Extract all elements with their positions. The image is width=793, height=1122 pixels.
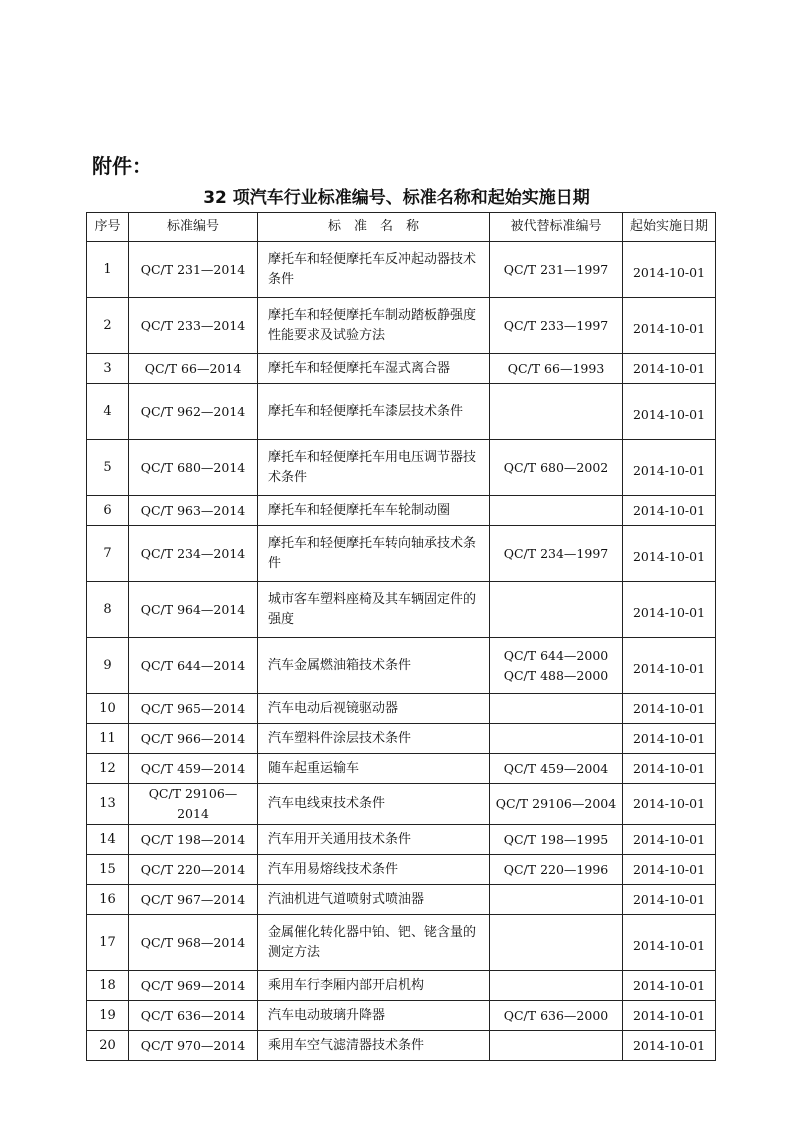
table-body [87, 242, 716, 1061]
row-seq: 9 [87, 638, 129, 694]
row-start-date: 2014-10-01 [623, 724, 716, 754]
table-row [87, 885, 716, 915]
row-standard-name: 摩托车和轻便摩托车制动踏板静强度性能要求及试验方法 [258, 298, 490, 354]
row-seq: 13 [87, 784, 129, 825]
table-row [87, 971, 716, 1001]
row-standard-code: QC/T 963—2014 [129, 496, 258, 526]
row-standard-name: 乘用车行李厢内部开启机构 [258, 971, 490, 1001]
row-seq: 20 [87, 1031, 129, 1061]
row-standard-code: QC/T 29106—2014 [129, 784, 258, 825]
row-standard-code: QC/T 644—2014 [129, 638, 258, 694]
table-row [87, 496, 716, 526]
row-replaced-codes [490, 825, 623, 855]
row-seq: 6 [87, 496, 129, 526]
replaced-code: QC/T 488—2000 [503, 667, 609, 683]
row-seq: 7 [87, 526, 129, 582]
row-start-date: 2014-10-01 [623, 1001, 716, 1031]
row-replaced-codes [490, 754, 623, 784]
row-seq: 15 [87, 855, 129, 885]
row-standard-name: 摩托车和轻便摩托车湿式离合器 [258, 354, 490, 384]
row-start-date: 2014-10-01 [623, 440, 716, 496]
row-start-date: 2014-10-01 [623, 825, 716, 855]
header-code: 标准编号 [129, 213, 258, 242]
attachment-heading: 附件： [92, 154, 152, 178]
replaced-code: QC/T 220—1996 [503, 861, 609, 877]
table-row [87, 354, 716, 384]
row-seq: 4 [87, 384, 129, 440]
row-standard-code: QC/T 636—2014 [129, 1001, 258, 1031]
row-start-date: 2014-10-01 [623, 885, 716, 915]
table-row [87, 784, 716, 825]
row-replaced-codes [490, 1031, 623, 1061]
row-start-date: 2014-10-01 [623, 298, 716, 354]
row-standard-name: 汽车电线束技术条件 [258, 784, 490, 825]
row-standard-code: QC/T 234—2014 [129, 526, 258, 582]
row-start-date: 2014-10-01 [623, 784, 716, 825]
table-row [87, 1001, 716, 1031]
table-row [87, 582, 716, 638]
row-replaced-codes [490, 971, 623, 1001]
row-replaced-codes [490, 784, 623, 825]
row-start-date: 2014-10-01 [623, 971, 716, 1001]
row-replaced-codes [490, 855, 623, 885]
row-seq: 8 [87, 582, 129, 638]
row-start-date: 2014-10-01 [623, 855, 716, 885]
row-replaced-codes [490, 298, 623, 354]
row-replaced-codes [490, 582, 623, 638]
row-start-date: 2014-10-01 [623, 384, 716, 440]
replaced-code: QC/T 233—1997 [503, 317, 609, 333]
table-row [87, 825, 716, 855]
row-start-date: 2014-10-01 [623, 915, 716, 971]
table-header-row [87, 213, 716, 242]
row-start-date: 2014-10-01 [623, 526, 716, 582]
table-row [87, 915, 716, 971]
row-seq: 3 [87, 354, 129, 384]
row-seq: 11 [87, 724, 129, 754]
row-seq: 18 [87, 971, 129, 1001]
row-start-date: 2014-10-01 [623, 1031, 716, 1061]
row-seq: 1 [87, 242, 129, 298]
header-date: 起始实施日期 [623, 213, 716, 242]
row-standard-name: 汽油机进气道喷射式喷油器 [258, 885, 490, 915]
row-standard-code: QC/T 969—2014 [129, 971, 258, 1001]
row-standard-name: 汽车电动玻璃升降器 [258, 1001, 490, 1031]
row-start-date: 2014-10-01 [623, 354, 716, 384]
row-seq: 16 [87, 885, 129, 915]
replaced-code: QC/T 636—2000 [503, 1007, 609, 1023]
row-standard-name: 摩托车和轻便摩托车漆层技术条件 [258, 384, 490, 440]
row-replaced-codes [490, 354, 623, 384]
replaced-code: QC/T 231—1997 [503, 261, 609, 277]
row-seq: 2 [87, 298, 129, 354]
row-start-date: 2014-10-01 [623, 496, 716, 526]
row-start-date: 2014-10-01 [623, 694, 716, 724]
row-standard-code: QC/T 967—2014 [129, 885, 258, 915]
row-standard-name: 汽车金属燃油箱技术条件 [258, 638, 490, 694]
row-replaced-codes [490, 724, 623, 754]
row-standard-name: 摩托车和轻便摩托车转向轴承技术条件 [258, 526, 490, 582]
header-seq: 序号 [87, 213, 129, 242]
row-standard-code: QC/T 66—2014 [129, 354, 258, 384]
standards-table [86, 212, 716, 1061]
row-standard-name: 汽车塑料件涂层技术条件 [258, 724, 490, 754]
row-standard-code: QC/T 968—2014 [129, 915, 258, 971]
row-seq: 5 [87, 440, 129, 496]
row-replaced-codes [490, 526, 623, 582]
row-seq: 17 [87, 915, 129, 971]
table-row [87, 440, 716, 496]
row-standard-code: QC/T 680—2014 [129, 440, 258, 496]
table-row [87, 1031, 716, 1061]
row-replaced-codes [490, 496, 623, 526]
row-seq: 14 [87, 825, 129, 855]
row-start-date: 2014-10-01 [623, 638, 716, 694]
row-standard-code: QC/T 220—2014 [129, 855, 258, 885]
row-standard-code: QC/T 965—2014 [129, 694, 258, 724]
replaced-code: QC/T 234—1997 [503, 545, 609, 561]
row-standard-code: QC/T 964—2014 [129, 582, 258, 638]
row-replaced-codes [490, 694, 623, 724]
row-seq: 19 [87, 1001, 129, 1031]
header-replaced: 被代替标准编号 [490, 213, 623, 242]
row-seq: 10 [87, 694, 129, 724]
replaced-code: QC/T 198—1995 [503, 831, 609, 847]
table-row [87, 242, 716, 298]
row-replaced-codes [490, 638, 623, 694]
row-standard-name: 摩托车和轻便摩托车反冲起动器技术条件 [258, 242, 490, 298]
table-row [87, 384, 716, 440]
row-start-date: 2014-10-01 [623, 582, 716, 638]
row-standard-code: QC/T 233—2014 [129, 298, 258, 354]
table-row [87, 298, 716, 354]
row-standard-name: 汽车用易熔线技术条件 [258, 855, 490, 885]
row-standard-name: 随车起重运输车 [258, 754, 490, 784]
row-seq: 12 [87, 754, 129, 784]
row-standard-name: 汽车电动后视镜驱动器 [258, 694, 490, 724]
row-replaced-codes [490, 242, 623, 298]
row-replaced-codes [490, 1001, 623, 1031]
row-start-date: 2014-10-01 [623, 754, 716, 784]
replaced-code: QC/T 680—2002 [503, 459, 609, 475]
table-row [87, 638, 716, 694]
table-row [87, 526, 716, 582]
header-name: 标 准 名 称 [258, 213, 490, 242]
row-standard-code: QC/T 966—2014 [129, 724, 258, 754]
row-standard-name: 汽车用开关通用技术条件 [258, 825, 490, 855]
row-replaced-codes [490, 440, 623, 496]
table-row [87, 724, 716, 754]
row-start-date: 2014-10-01 [623, 242, 716, 298]
row-standard-name: 金属催化转化器中铂、钯、铑含量的测定方法 [258, 915, 490, 971]
row-replaced-codes [490, 885, 623, 915]
row-standard-name: 摩托车和轻便摩托车用电压调节器技术条件 [258, 440, 490, 496]
table-row [87, 754, 716, 784]
row-standard-code: QC/T 962—2014 [129, 384, 258, 440]
table-row [87, 855, 716, 885]
row-standard-code: QC/T 198—2014 [129, 825, 258, 855]
replaced-code: QC/T 644—2000 [503, 647, 609, 663]
replaced-code: QC/T 66—1993 [507, 360, 605, 376]
row-standard-name: 城市客车塑料座椅及其车辆固定件的强度 [258, 582, 490, 638]
replaced-code: QC/T 29106—2004 [495, 796, 617, 811]
row-replaced-codes [490, 384, 623, 440]
document-title: 32 项汽车行业标准编号、标准名称和起始实施日期 [203, 188, 590, 208]
row-standard-name: 摩托车和轻便摩托车车轮制动圈 [258, 496, 490, 526]
table-row [87, 694, 716, 724]
replaced-code: QC/T 459—2004 [503, 760, 609, 776]
row-standard-code: QC/T 459—2014 [129, 754, 258, 784]
row-standard-code: QC/T 231—2014 [129, 242, 258, 298]
row-standard-name: 乘用车空气滤清器技术条件 [258, 1031, 490, 1061]
row-replaced-codes [490, 915, 623, 971]
row-standard-code: QC/T 970—2014 [129, 1031, 258, 1061]
